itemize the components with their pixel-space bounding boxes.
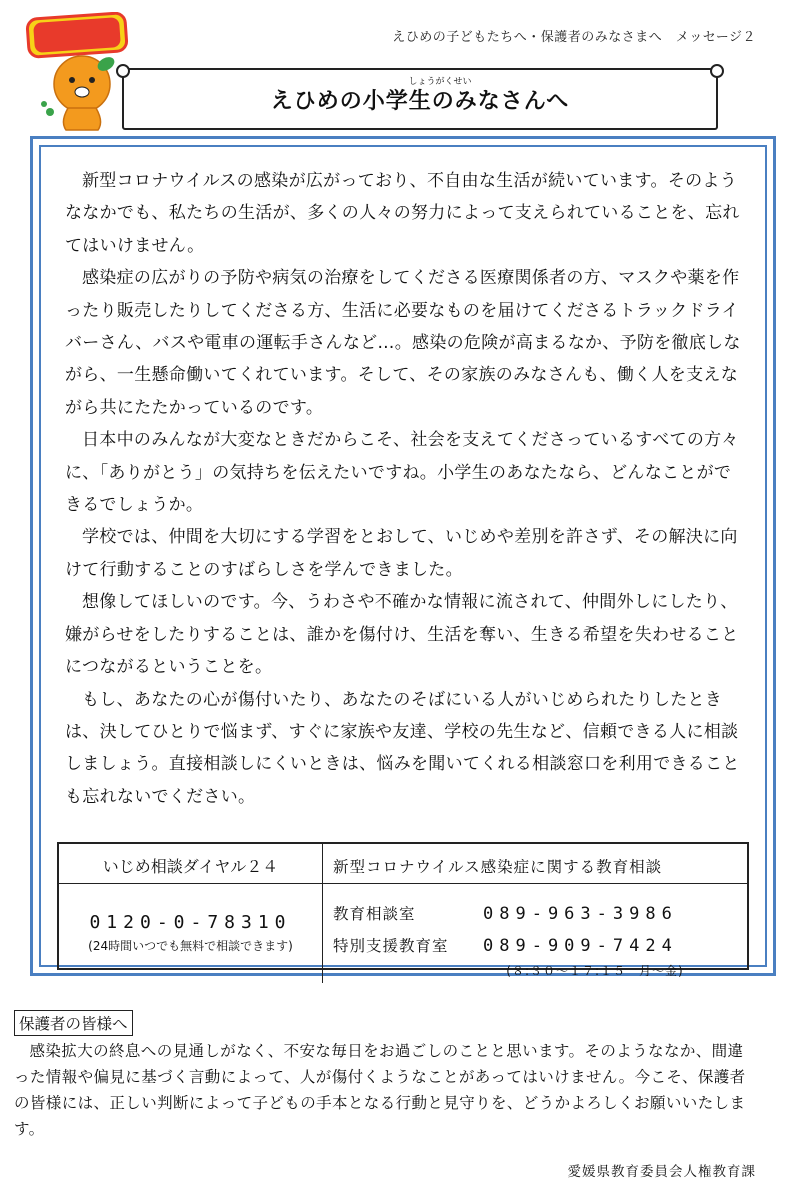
office-row [333,934,737,956]
body-paragraph: 日本中のみんなが大変なときだからこそ、社会を支えてくださっているすべての方々に、「ありがとう」の気持ちを伝えたいですね。小学生のあなたなら、どんなことができるでしょうか。 [65,430,739,516]
contact-table [57,842,749,978]
title-ruby: しょうがくせい [408,77,472,87]
office-hours: (８:３０～１７:１５ 月～金) [506,964,684,978]
message-frame-inner [39,145,767,978]
office-phone: 089-909-7424 [483,936,678,956]
dial-cell [59,884,323,983]
body-paragraph: 学校では、仲間を大切にする学習をとおして、いじめや差別を許さず、その解決に向けて行動することのすばらしさを学んできました。 [65,527,738,580]
title-banner [122,68,718,130]
office-name: 特別支援教育室 [333,937,449,955]
signature: 愛媛県教育委員会人権教育課 [567,1164,756,1180]
message-body [65,165,747,813]
body-paragraph: 感染症の広がりの予防や病気の治療をしてくださる医療関係者の方、マスクや薬を作ったり販売したりしてくださる方、生活に必要なものを届けてくださるトラックドライバーさん、バスや電車の運転手さんなど…。感染の危険が高まるなか、予防を徹底しながら、一生懸命働いてくれています。そして、その家族のみなさんも、働く人を支えながら共にたたかっているのです。 [65,268,741,418]
page-title: えひめの小学生のみなさんへ [270,88,570,114]
guardians-title: 保護者の皆様へ [14,1010,133,1036]
header-note: えひめの子どもたちへ・保護者のみなさまへ メッセージ２ [392,30,756,45]
body-paragraph: もし、あなたの心が傷付いたり、あなたのそばにいる人がいじめられたりしたときは、決してひとりで悩まず、すぐに家族や友達、学校の先生など、信頼できる人に相談しましょう。直接相談しにくいときは、悩みを聞いてくれる相談窓口を利用できることも忘れないでください。 [65,689,740,807]
offices-cell [323,884,747,983]
office-phone: 089-963-3986 [483,904,678,924]
office-name: 教育相談室 [333,905,416,923]
dial-note: (24時間いつでも無料で相談できます) [88,939,293,953]
guardians-text: 感染拡大の終息への見通しがなく、不安な毎日をお過ごしのことと思います。そのようななか、間違った情報や偏見に基づく言動によって、人が傷付くようなことがあってはいけません。今こそ、保護者の皆様には、正しい判断によって子どもの手本となる行動と見守りを、どうかよろしくお願いいたします。 [14,1042,746,1138]
corona-consult-title: 新型コロナウイルス感染症に関する教育相談 [323,844,747,884]
office-row [333,902,737,924]
dial-title: いじめ相談ダイヤル２４ [59,844,323,884]
body-paragraph: 想像してほしいのです。今、うわさや不確かな情報に流されて、仲間外しにしたり、嫌がらせをしたりすることは、誰かを傷付け、生活を奪い、生きる希望を失わせることにつながるということを。 [65,592,739,678]
body-paragraph: 新型コロナウイルスの感染が広がっており、不自由な生活が続いています。そのようななかでも、私たちの生活が、多くの人々の努力によって支えられていることを、忘れてはいけません。 [65,171,740,256]
guardians-section [14,1010,756,1142]
dial-phone-number: 0120-0-78310 [89,912,292,933]
message-frame [30,136,776,976]
